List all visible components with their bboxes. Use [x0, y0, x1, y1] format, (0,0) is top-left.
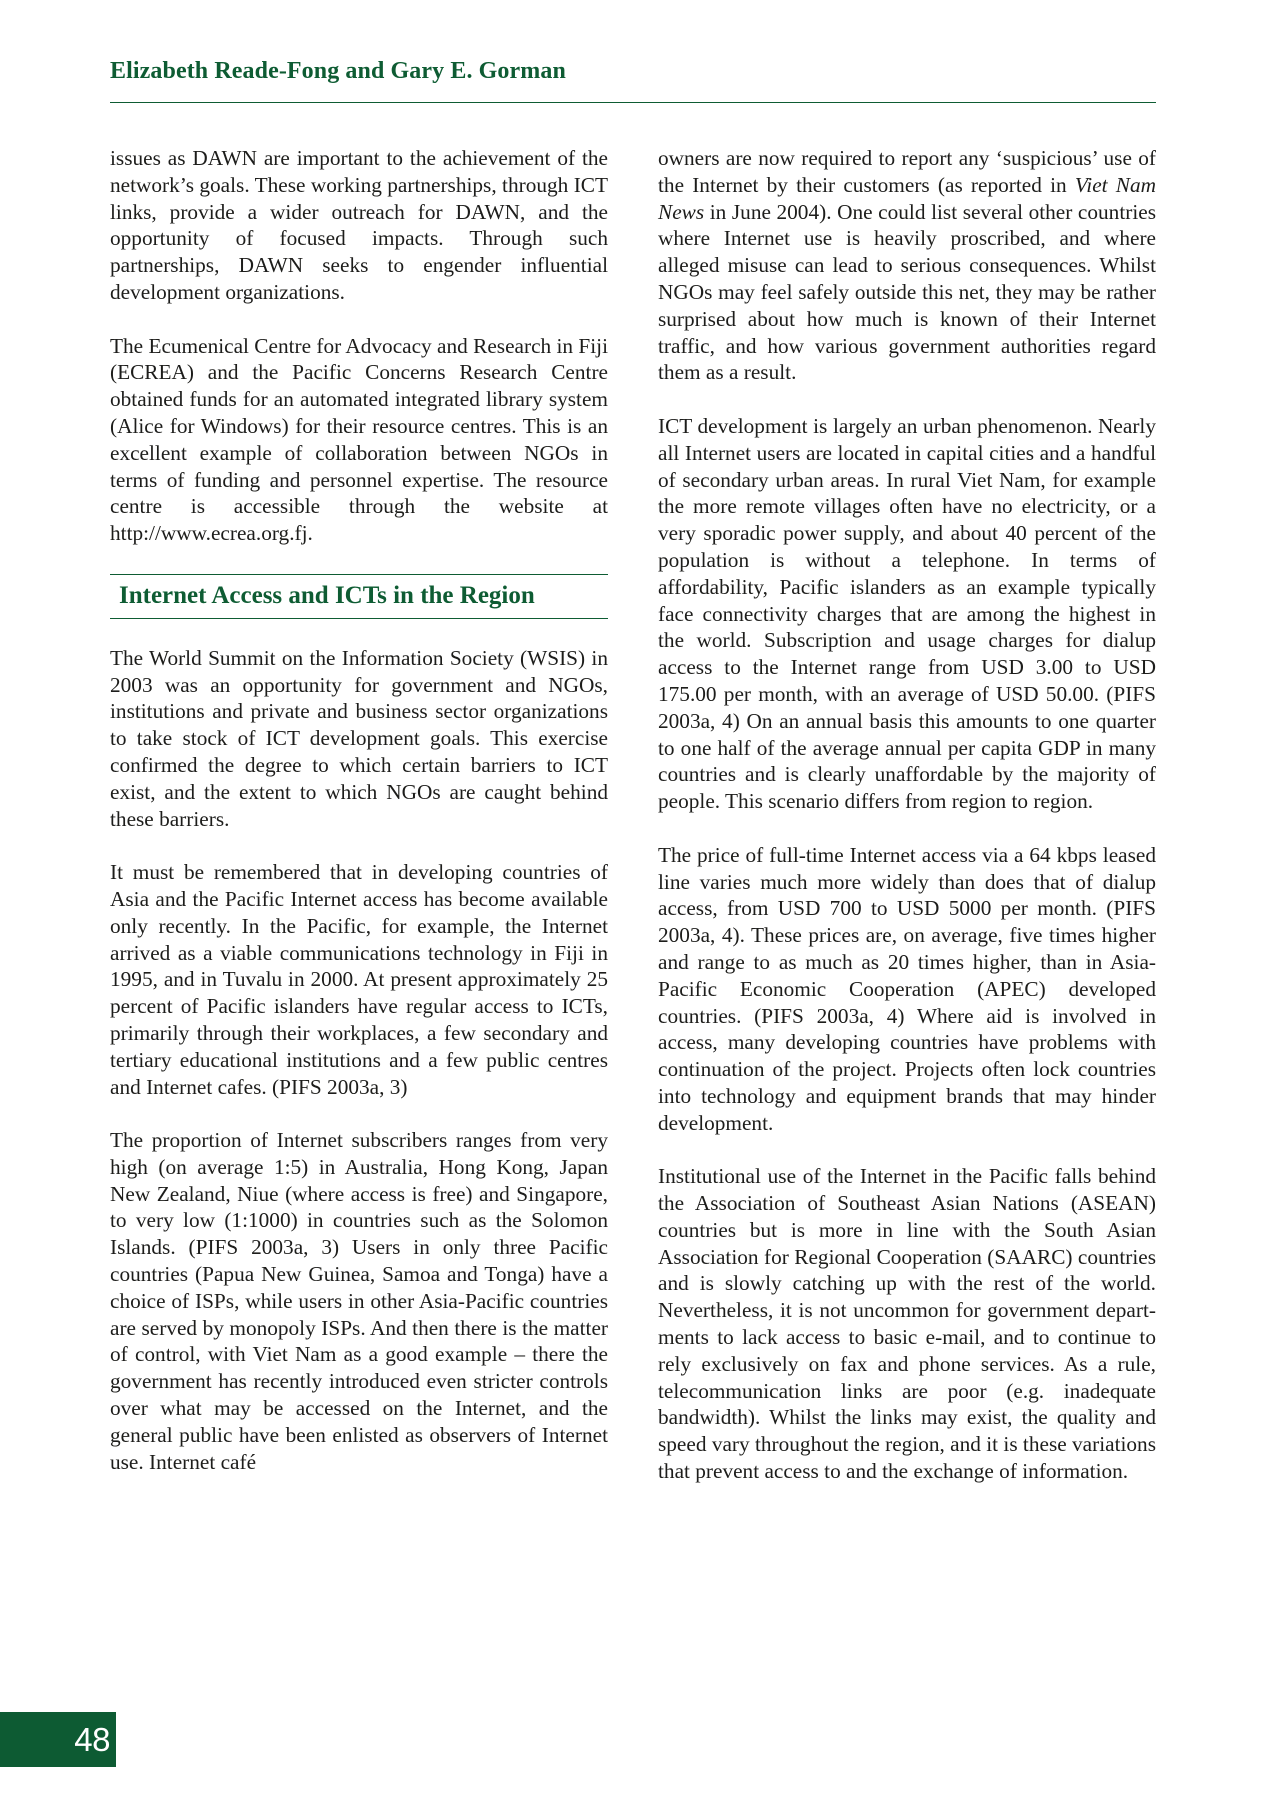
section-heading-box — [110, 574, 608, 619]
running-head: Elizabeth Reade-Fong and Gary E. Gorman — [110, 58, 566, 84]
paragraph: issues as DAWN are important to the achievement of the network’s goals. These working partnerships, through ICT links, provide a wider outreach for DAWN, and the opportunity of focused impacts. Through such partnerships, DAWN seeks to engender influential development organizations. — [110, 146, 608, 304]
paragraph: It must be remembered that in developing countries of Asia and the Pacific Internet access has become available only recently. In the Pacific, for example, the Internet arrived as a viable communications technology in Fiji in 1995, and in Tuvalu in 2000. At present approximately 25 percent of Pacific islanders have regular access to ICTs, primarily through their workplaces, a few secondary and tertiary educational institutions and a few public centres and Internet cafes. (PIFS 2003a, 3) — [110, 860, 608, 1099]
paragraph: Institutional use of the Internet in the Pacific falls behind the Association of Southeast Asian Nations (ASEAN) countries but is more in line with the South Asian Association for Regional Cooperation (SAARC) countries and is slowly catching up with the rest of the world. Nevertheless, it is not uncommon for government departments to lack access to basic e-mail, and to continue to rely exclusively on fax and phone services. As a rule, telecommunication links are poor (e.g. inadequate bandwidth). Whilst the links may exist, the quality and speed vary throughout the region, and it is these variations that prevent access to and the exchange of information. — [658, 1164, 1156, 1484]
left-column — [110, 145, 608, 1475]
paragraph: The proportion of Internet subscribers ranges from very high (on average 1:5) in Australia, Hong Kong, Japan New Zealand, Niue (where access is free) and Singapore, to very low (1:1000) in countries such as the Solomon Islands. (PIFS 2003a, 3) Users in only three Pacific countries (Papua New Guinea, Samoa and Tonga) have a choice of ISPs, while users in other Asia-Pacific countries are served by monopoly ISPs. And then there is the matter of control, with Viet Nam as a good example – there the government has recently introduced even stricter controls over what may be accessed on the Internet, and the general public have been enlisted as observers of Internet use. Internet café — [110, 1128, 608, 1474]
section-heading: Internet Access and ICTs in the Region — [119, 581, 535, 609]
right-column — [658, 145, 1156, 1485]
publication-title: Viet Nam News — [658, 172, 1156, 224]
paragraph: The Ecumenical Centre for Advocacy and Research in Fiji (ECREA) and the Pacific Concerns Research Centre obtained funds for an automated integrated library system (Alice for Windows) for their resource centres. This is an excellent example of collaboration between NGOs in terms of funding and personnel expertise. The resource centre is accessible through the website at http://www.ecrea.org.fj. — [110, 333, 608, 546]
page-number-box — [0, 1712, 116, 1767]
header-rule — [110, 102, 1156, 103]
paragraph: The World Summit on the Information Society (WSIS) in 2003 was an opportunity for government and NGOs, institutions and private and business sector organizations to take stock of ICT development goals. This exercise confirmed the degree to which certain barriers to ICT exist, and the extent to which NGOs are caught behind these barriers. — [110, 645, 608, 831]
text-run: owners are now required to report any ‘suspicious’ use of the Internet by their customers (as reported in — [658, 146, 1156, 197]
paragraph — [658, 145, 1156, 386]
paragraph: ICT development is largely an urban phenomenon. Nearly all Internet users are located in capital cities and a handful of secondary urban areas. In rural Viet Nam, for example the more remote villages often have no electricity, or a very sporadic power supply, and about 40 percent of the population is without a telephone. In terms of affordability, Pacific islanders as an example typically face connectivity charges that are among the highest in the world. Subscription and usage charges for dialup access to the Internet range from USD 3.00 to USD 175.00 per month, with an average of USD 50.00. (PIFS 2003a, 4) On an annual basis this amounts to one quarter to one half of the average annual per capita GDP in many countries and is clearly unaffordable by the majority of people. This scenario differs from region to region. — [658, 413, 1156, 814]
text-run: in June 2004). One could list several other countries where Internet use is heavily proscribed, and where alleged misuse can lead to serious consequences. Whilst NGOs may feel safely outside this net, they may be rather surprised about how much is known of their Internet traffic, and how various government authorities regard them as a result. — [658, 199, 1156, 385]
paragraph: The price of full-time Internet access via a 64 kbps leased line varies much more widely than does that of dialup access, from USD 700 to USD 5000 per month. (PIFS 2003a, 4). These prices are, on average, five times higher and range to as much as 20 times higher, than in Asia-Pacific Economic Cooperation (APEC) developed countries. (PIFS 2003a, 4) Where aid is involved in access, many developing countries have problems with continuation of the project. Projects often lock countries into technology and equipment brands that may hinder development. — [658, 842, 1156, 1135]
page-number: 48 — [74, 1720, 110, 1758]
